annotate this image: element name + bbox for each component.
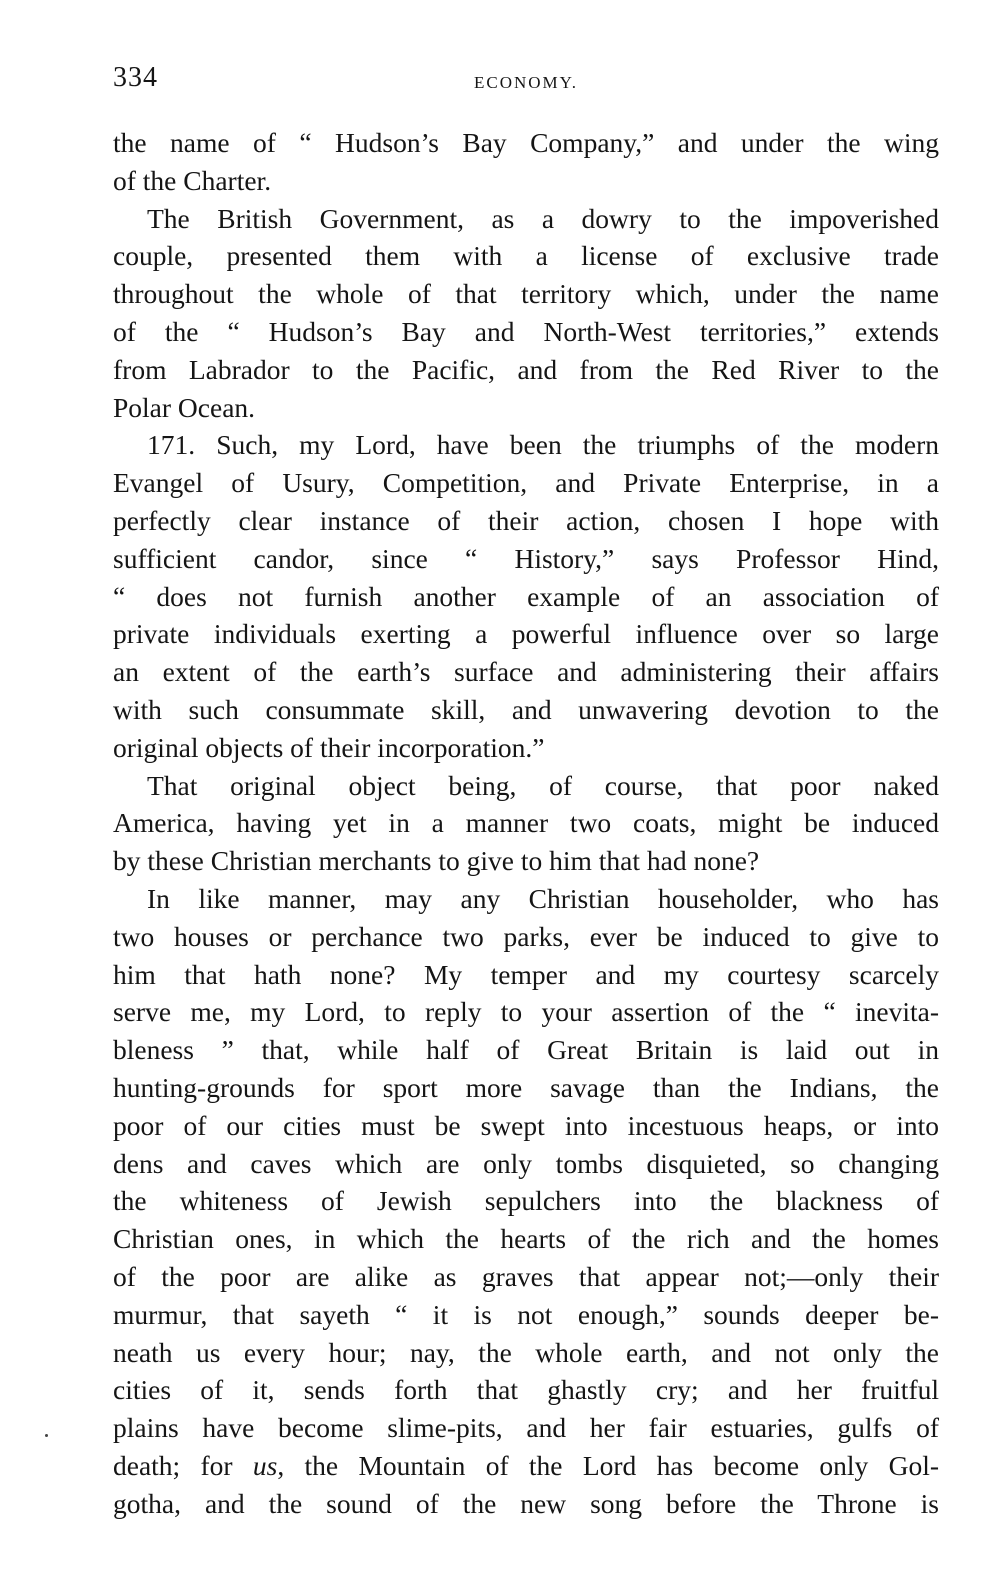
margin-speck xyxy=(45,1434,48,1437)
text-line: two houses or perchance two parks, ever be induced to give to xyxy=(113,920,939,952)
text-line: gotha, and the sound of the new song before the Throne is xyxy=(113,1487,939,1519)
text-line: 171. Such, my Lord, have been the triumphs of the modern xyxy=(147,429,939,461)
text-line: the name of “ Hudson’s Bay Company,” and under the wing xyxy=(113,127,939,158)
text-line: of the Charter. xyxy=(113,164,272,196)
text-line: original objects of their incorporation.” xyxy=(113,731,545,763)
text-line: bleness ” that, while half of Great Britain is laid out in xyxy=(113,1034,939,1066)
text-line: serve me, my Lord, to reply to your assertion of the “ inevita- xyxy=(113,996,939,1028)
text-line: perfectly clear instance of their action, chosen I hope with xyxy=(113,504,939,536)
text-line: an extent of the earth’s surface and administering their affairs xyxy=(113,656,939,688)
text-line: America, having yet in a manner two coats, might be induced xyxy=(113,807,939,839)
text-line: of the poor are alike as graves that appear not;—only their xyxy=(113,1260,939,1292)
text-line: private individuals exerting a powerful influence over so large xyxy=(113,618,939,650)
running-title: ECONOMY. xyxy=(473,73,578,92)
text-line: Christian ones, in which the hearts of the rich and the homes xyxy=(113,1223,939,1255)
text-line: That original object being, of course, that poor naked xyxy=(147,769,939,801)
text-line: Polar Ocean. xyxy=(113,391,256,423)
text-line: couple, presented them with a license of exclusive trade xyxy=(113,240,939,272)
text-segment: , the Mountain of the Lord has become only Gol- xyxy=(277,1449,939,1481)
page-header xyxy=(113,62,939,102)
text-line: by these Christian merchants to give to him that had none? xyxy=(113,845,760,877)
text-line: dens and caves which are only tombs disquieted, so changing xyxy=(113,1147,939,1179)
text-line: In like manner, may any Christian householder, who has xyxy=(147,882,939,914)
text-line: cities of it, sends forth that ghastly cry; and her fruitful xyxy=(113,1374,939,1406)
text-line: murmur, that sayeth “ it is not enough,” sounds deeper be- xyxy=(113,1298,939,1330)
text-segment: death; for xyxy=(113,1449,253,1481)
text-line: with such consummate skill, and unwavering devotion to the xyxy=(113,693,939,725)
text-line: him that hath none? My temper and my courtesy scarcely xyxy=(113,958,939,990)
text-line: sufficient candor, since “ History,” says Professor Hind, xyxy=(113,542,939,574)
text-line: Evangel of Usury, Competition, and Private Enterprise, in a xyxy=(113,467,939,499)
text-line: from Labrador to the Pacific, and from the Red River to the xyxy=(113,353,939,385)
text-line: poor of our cities must be swept into incestuous heaps, or into xyxy=(113,1109,939,1141)
text-line: hunting-grounds for sport more savage than the Indians, the xyxy=(113,1071,939,1103)
text-line: plains have become slime-pits, and her fair estuaries, gulfs of xyxy=(113,1412,939,1444)
text-line: neath us every hour; nay, the whole earth, and not only the xyxy=(113,1336,939,1368)
text-line: “ does not furnish another example of an association of xyxy=(113,580,939,612)
text-line: of the “ Hudson’s Bay and North-West territories,” extends xyxy=(113,315,939,347)
text-line: throughout the whole of that territory which, under the name xyxy=(113,278,939,310)
italic-word: us xyxy=(252,1449,278,1481)
text-line: The British Government, as a dowry to the impoverished xyxy=(147,202,939,234)
text-line xyxy=(113,1447,939,1485)
page-number: 334 xyxy=(113,62,158,93)
body-text xyxy=(113,124,939,1522)
text-line: the whiteness of Jewish sepulchers into the blackness of xyxy=(113,1185,939,1217)
